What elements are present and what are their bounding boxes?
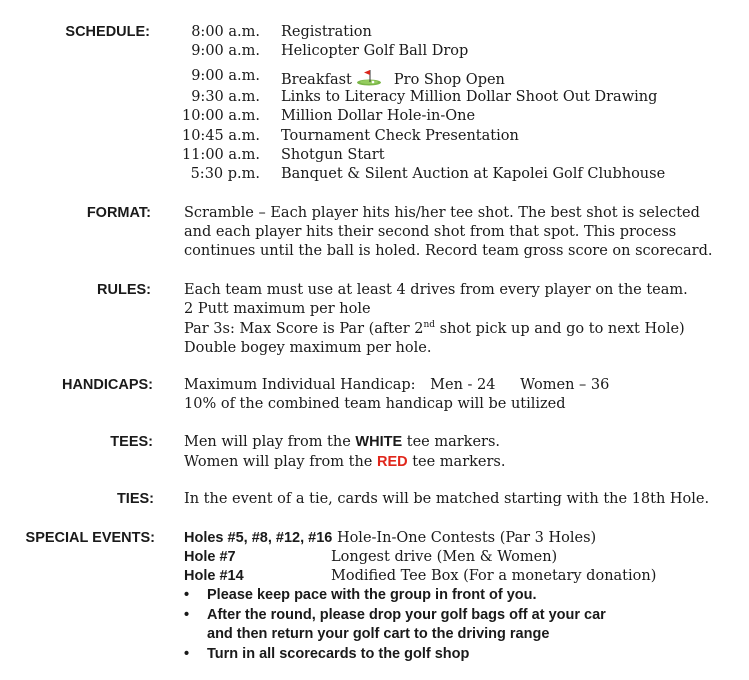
tees-men-start: Men will play from the bbox=[184, 434, 356, 450]
handicaps-line-2: 10% of the combined team handicap will be utilized bbox=[184, 396, 566, 412]
schedule-event-4: Links to Literacy Million Dollar Shoot Out Drawing bbox=[281, 89, 658, 105]
special-row-2-desc: Longest drive (Men & Women) bbox=[331, 549, 558, 565]
rules-line-1: Each team must use at least 4 drives from every player on the team. bbox=[184, 282, 688, 298]
tees-men-line bbox=[184, 434, 500, 450]
tees-women-line bbox=[184, 454, 505, 470]
format-line-2: and each player hits their second shot from that spot. This process bbox=[184, 224, 677, 240]
schedule-time-2: 9:00 a.m. bbox=[191, 43, 260, 59]
schedule-event-6: Tournament Check Presentation bbox=[281, 128, 519, 144]
special-row-3-hole: Hole #14 bbox=[184, 568, 244, 584]
schedule-event-2: Helicopter Golf Ball Drop bbox=[281, 43, 469, 59]
special-row-3-desc: Modified Tee Box (For a monetary donation) bbox=[331, 568, 657, 584]
schedule-time-6: 10:45 a.m. bbox=[181, 128, 260, 144]
tees-label: TEES: bbox=[110, 434, 153, 450]
bullet-icon: • bbox=[184, 607, 190, 623]
special-row-1-holes: Holes #5, #8, #12, #16 bbox=[184, 530, 333, 546]
rules-line-3-start: Par 3s: Max Score is Par (after 2 bbox=[184, 320, 424, 337]
tees-women-start: Women will play from the bbox=[184, 454, 377, 470]
schedule-time-7: 11:00 a.m. bbox=[181, 147, 260, 163]
rules-line-2: 2 Putt maximum per hole bbox=[184, 301, 371, 317]
rules-line-3-sup: nd bbox=[423, 320, 436, 330]
bullet-text-3: Turn in all scorecards to the golf shop bbox=[207, 646, 470, 662]
tees-red: RED bbox=[376, 454, 408, 470]
schedule-event-3-extra: Pro Shop Open bbox=[393, 72, 505, 88]
handicaps-line-1 bbox=[184, 377, 609, 393]
rules-line-4: Double bogey maximum per hole. bbox=[184, 340, 432, 356]
schedule-label: SCHEDULE: bbox=[65, 24, 150, 40]
handicaps-women: Women – 36 bbox=[520, 377, 610, 393]
tees-white: WHITE bbox=[355, 434, 403, 450]
handicaps-label: HANDICAPS: bbox=[61, 377, 153, 393]
schedule-event-7: Shotgun Start bbox=[281, 147, 385, 163]
bullet-text-2: After the round, please drop your golf bags off at your car bbox=[207, 607, 606, 623]
bullet-text-2-cont: and then return your golf cart to the driving range bbox=[207, 626, 550, 642]
handicaps-men: Men - 24 bbox=[430, 377, 496, 393]
rules-line-3 bbox=[184, 320, 685, 337]
golf-flag-icon bbox=[356, 68, 382, 86]
ties-text: In the event of a tie, cards will be matched starting with the 18th Hole. bbox=[184, 491, 710, 507]
schedule-event-3 bbox=[281, 68, 505, 88]
handicaps-max-label: Maximum Individual Handicap: bbox=[184, 377, 416, 393]
schedule-event-3-text: Breakfast bbox=[281, 72, 352, 88]
schedule-time-8: 5:30 p.m. bbox=[190, 166, 260, 182]
tees-men-end: tee markers. bbox=[402, 434, 501, 450]
special-events-label: SPECIAL EVENTS: bbox=[25, 530, 155, 546]
schedule-event-5: Million Dollar Hole-in-One bbox=[281, 108, 476, 124]
bullet-icon: • bbox=[184, 587, 190, 603]
special-row-1 bbox=[184, 530, 596, 546]
special-row-1-desc: Hole-In-One Contests (Par 3 Holes) bbox=[336, 530, 597, 546]
ties-label: TIES: bbox=[116, 491, 154, 507]
format-line-1: Scramble – Each player hits his/her tee shot. The best shot is selected bbox=[184, 205, 700, 221]
schedule-time-3: 9:00 a.m. bbox=[191, 68, 260, 84]
rules-line-3-end: shot pick up and go to next Hole) bbox=[435, 320, 685, 337]
rules-label: RULES: bbox=[97, 282, 151, 298]
bullet-icon: • bbox=[184, 646, 190, 662]
schedule-time-1: 8:00 a.m. bbox=[191, 24, 260, 40]
schedule-time-5: 10:00 a.m. bbox=[181, 108, 260, 124]
special-row-2-hole: Hole #7 bbox=[184, 549, 236, 565]
schedule-time-4: 9:30 a.m. bbox=[191, 89, 260, 105]
bullet-text-1: Please keep pace with the group in front of you. bbox=[207, 587, 537, 603]
format-line-3: continues until the ball is holed. Record team gross score on scorecard. bbox=[184, 243, 713, 259]
tees-women-end: tee markers. bbox=[407, 454, 506, 470]
format-label: FORMAT: bbox=[86, 205, 151, 221]
schedule-event-1: Registration bbox=[281, 24, 372, 40]
schedule-event-8: Banquet & Silent Auction at Kapolei Golf Clubhouse bbox=[281, 166, 666, 182]
